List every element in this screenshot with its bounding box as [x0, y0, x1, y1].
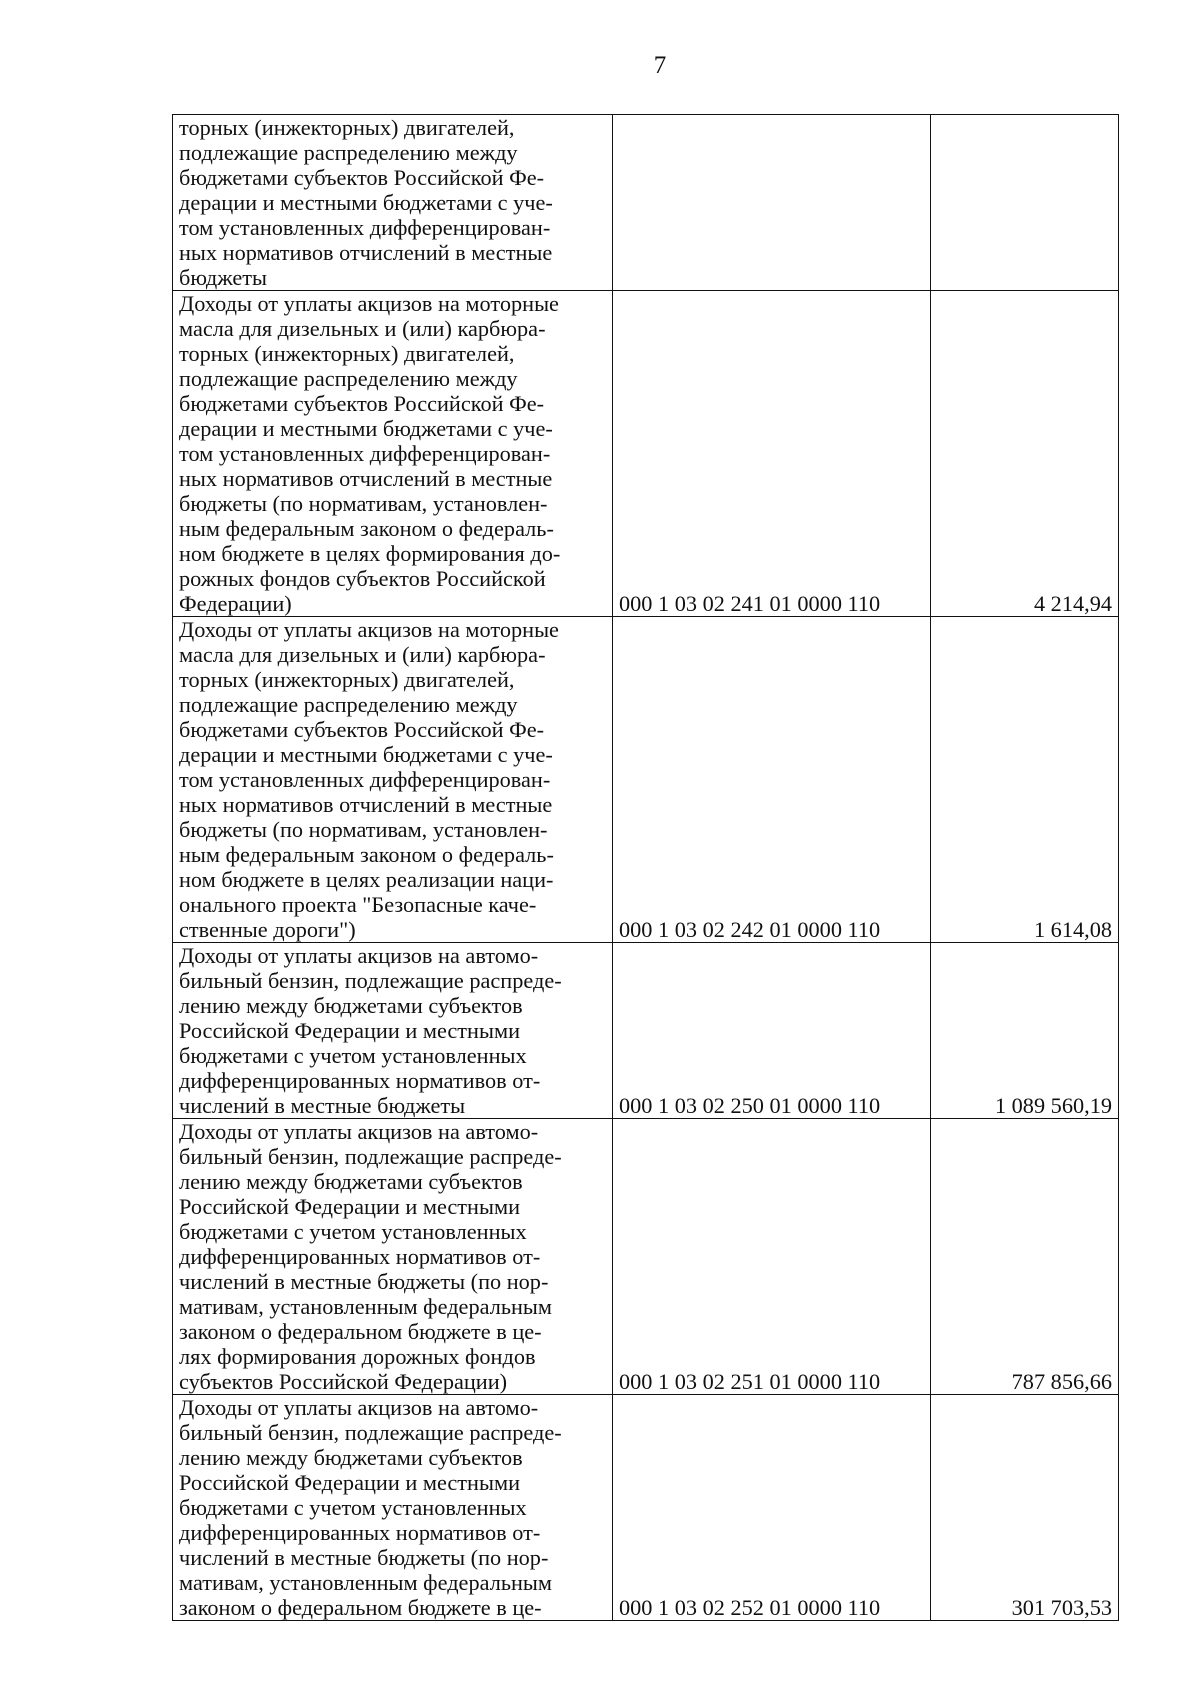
revenue-code-cell: 000 1 03 02 242 01 0000 110 — [613, 617, 931, 943]
revenue-name-cell — [173, 1395, 613, 1621]
revenue-name: Доходы от уплаты акцизов на автомо- бильный бензин, подлежащие распреде- лению между бюджетами субъектов Российской Федерации и местными бюджетами с учетом установленных дифференцированных нормативов от- числений в местные бюджеты — [179, 943, 562, 1118]
table-row — [173, 115, 1119, 291]
revenue-sum-cell: 4 214,94 — [931, 291, 1119, 617]
revenue-name: торных (инжекторных) двигателей, подлежащие распределению между бюджетами субъектов Российской Фе- дерации и местными бюджетами с уче- том установленных дифференцирован- ных нормативов отчислений в местные бюджеты — [179, 115, 553, 290]
table-row — [173, 617, 1119, 943]
page-number: 7 — [653, 52, 667, 79]
revenue-name-cell — [173, 291, 613, 617]
revenue-name: Доходы от уплаты акцизов на моторные масла для дизельных и (или) карбюра- торных (инжекторных) двигателей, подлежащие распределению между бюджетами субъектов Российской Фе- дерации и местными бюджетами с уче- том установленных дифференцирован- ных нормативов отчислений в местные бюджеты (по нормативам, установлен- ным федеральным законом о федераль- ном бюджете в целях формирования до- рожных фондов субъектов Российской Федерации) — [179, 291, 561, 616]
revenue-code-cell: 000 1 03 02 241 01 0000 110 — [613, 291, 931, 617]
revenue-name-cell — [173, 617, 613, 943]
revenue-name: Доходы от уплаты акцизов на автомо- бильный бензин, подлежащие распреде- лению между бюджетами субъектов Российской Федерации и местными бюджетами с учетом установленных дифференцированных нормативов от- числений в местные бюджеты (по нор- мативам, установленным федеральным законом о федеральном бюджете в це- лях формирования дорожных фондов субъектов Российской Федерации) — [179, 1119, 562, 1394]
revenue-code-cell — [613, 115, 931, 291]
table-row — [173, 1119, 1119, 1395]
revenue-sum-cell: 301 703,53 — [931, 1395, 1119, 1621]
revenue-name-cell — [173, 943, 613, 1119]
table-row — [173, 943, 1119, 1119]
budget-revenue-table — [172, 114, 1119, 1621]
revenue-name-cell — [173, 115, 613, 291]
revenue-sum-cell: 1 089 560,19 — [931, 943, 1119, 1119]
revenue-name: Доходы от уплаты акцизов на моторные масла для дизельных и (или) карбюра- торных (инжекторных) двигателей, подлежащие распределению между бюджетами субъектов Российской Фе- дерации и местными бюджетами с уче- том установленных дифференцирован- ных нормативов отчислений в местные бюджеты (по нормативам, установлен- ным федеральным законом о федераль- ном бюджете в целях реализации наци- онального проекта "Безопасные каче- ственные дороги") — [179, 617, 559, 942]
revenue-name-cell — [173, 1119, 613, 1395]
revenue-code-cell: 000 1 03 02 250 01 0000 110 — [613, 943, 931, 1119]
revenue-sum-cell: 1 614,08 — [931, 617, 1119, 943]
revenue-name: Доходы от уплаты акцизов на автомо- бильный бензин, подлежащие распреде- лению между бюджетами субъектов Российской Федерации и местными бюджетами с учетом установленных дифференцированных нормативов от- числений в местные бюджеты (по нор- мативам, установленным федеральным законом о федеральном бюджете в це- — [179, 1395, 562, 1620]
revenue-sum-cell: 787 856,66 — [931, 1119, 1119, 1395]
table-row — [173, 291, 1119, 617]
revenue-code-cell: 000 1 03 02 251 01 0000 110 — [613, 1119, 931, 1395]
table-row — [173, 1395, 1119, 1621]
revenue-code-cell: 000 1 03 02 252 01 0000 110 — [613, 1395, 931, 1621]
revenue-sum-cell — [931, 115, 1119, 291]
